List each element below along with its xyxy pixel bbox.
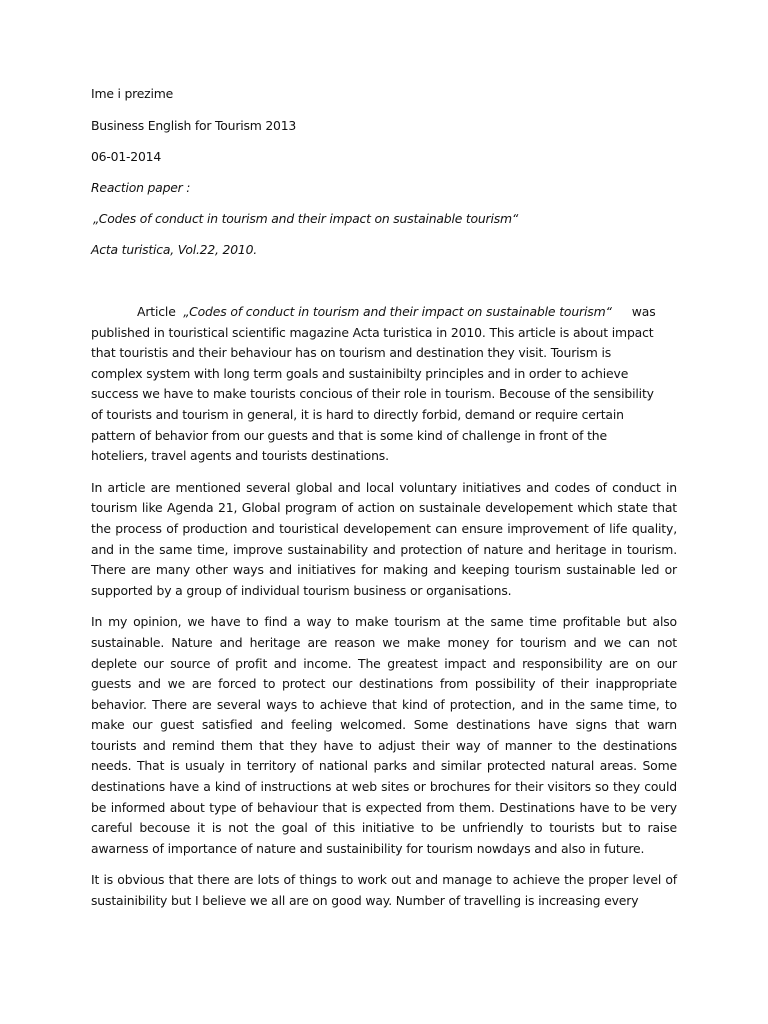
paragraph-1-first-line	[91, 302, 677, 323]
paragraph-1-line: success we have to make tourists concious of their role in tourism. Becouse of the sensibility	[91, 386, 654, 402]
paragraph-2: In article are mentioned several global and local voluntary initiatives and codes of conduct in tourism like Agenda 21, Global program of action on sustainale developement which state that the process of production and touristical developement can ensure improvement of life quality, and in the same time, improve sustainability and protection of nature and heritage in tourism. There are many other ways and initiatives for making and keeping tourism sustainable led or supported by a group of individual tourism business or organisations.	[91, 479, 677, 598]
paper-type: Reaction paper :	[91, 180, 191, 195]
paragraph-4: It is obvious that there are lots of things to work out and manage to achieve the proper level of sustainibility but I believe we all are on good way. Number of travelling is increasing every	[91, 872, 677, 909]
paragraph-1-line: of tourists and tourism in general, it is hard to directly forbid, demand or require certain	[91, 406, 624, 422]
paragraph-3: In my opinion, we have to find a way to make tourism at the same time profitable but also sustainable. Nature and heritage are reason we make money for tourism and we can not deplete our source of profit and income. The greatest impact and responsibility are on our guests and we are forced to protect our destinations from possibility of their inappropriate behavior. There are several ways to achieve that kind of protection, and in the same time, to make our guest satisfied and feeling welcomed. Some destinations have signs that warn tourists and remind them that they have to adjust their way of manner to the destinations needs. That is usualy in territory of national parks and similar protected natural areas. Some destinations have a kind of instructions at web sites or brochures for their visitors so they could be informed about type of behaviour that is expected from them. Destinations have to be very careful becouse it is not the goal of this initiative to be unfriendly to tourists but to raise awarness of importance of nature and sustainibility for tourism nowdays and also in future.	[91, 614, 677, 856]
paragraph-1-line: complex system with long term goals and sustainibilty principles and in order to achieve	[91, 365, 629, 381]
course-title: Business English for Tourism 2013	[91, 118, 297, 133]
article-title-quote: „Codes of conduct in tourism and their impact on sustainable tourism“	[183, 304, 612, 319]
body-text	[91, 302, 677, 923]
paragraph-1-line: pattern of behavior from our guests and that is some kind of challenge in front of the	[91, 427, 607, 443]
article-title: „Codes of conduct in tourism and their impact on sustainable tourism“	[93, 211, 519, 226]
paragraph-1-line: that touristis and their behaviour has on tourism and destination they visit. Tourism is	[91, 345, 612, 361]
article-after-title: was	[631, 304, 656, 319]
paragraph-1-line: hoteliers, travel agents and tourists destinations.	[91, 448, 389, 464]
paragraph-1-line: published in touristical scientific magazine Acta turistica in 2010. This article is about impact	[91, 324, 654, 340]
article-lead-word: Article	[137, 304, 176, 319]
paper-date: 06-01-2014	[91, 149, 162, 164]
paragraph-1	[91, 302, 677, 467]
author-name: Ime i prezime	[91, 86, 174, 101]
article-source: Acta turistica, Vol.22, 2010.	[91, 242, 257, 257]
